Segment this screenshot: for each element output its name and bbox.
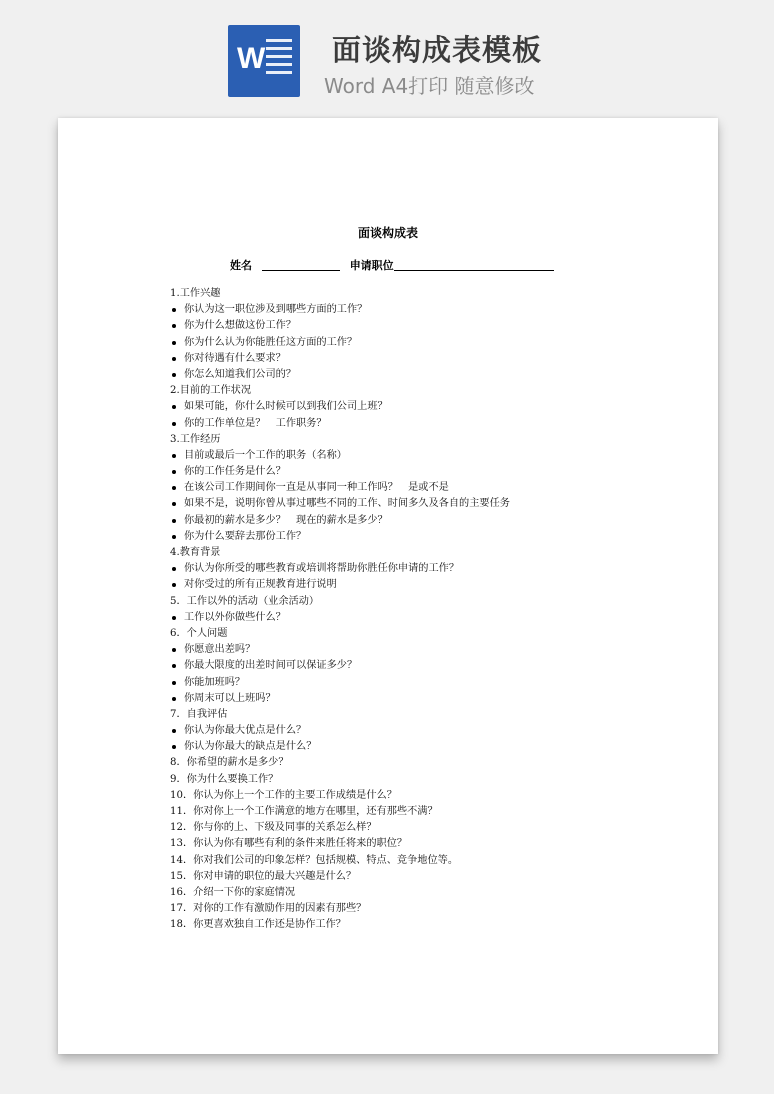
section-heading: 12．你与你的上、下级及同事的关系怎么样？ <box>170 822 377 834</box>
question-item: 如果不是，说明你曾从事过哪些不同的工作、时间多久及各自的主要任务 <box>170 496 670 512</box>
question-list <box>170 286 670 934</box>
question-item: 你最初的薪水是多少？ 现在的薪水是多少？ <box>170 513 670 529</box>
template-subtitle: Word A4打印 随意修改 <box>324 74 535 98</box>
applicant-info-row <box>230 257 554 273</box>
section-heading: 10．你认为你上一个工作的主要工作成绩是什么？ <box>170 789 397 801</box>
question-item: 你认为你所受的哪些教育或培训将帮助你胜任你申请的工作？ <box>170 561 670 577</box>
question-item: 你为什么认为你能胜任这方面的工作？ <box>170 335 670 351</box>
section-heading: 17．对你的工作有激励作用的因素有那些？ <box>170 903 367 915</box>
question-item: 你认为你最大优点是什么？ <box>170 723 670 739</box>
question-item: 你怎么知道我们公司的？ <box>170 367 670 383</box>
name-blank[interactable] <box>262 259 340 271</box>
section-heading: 11．你对你上一个工作满意的地方在哪里，还有那些不满？ <box>170 806 438 817</box>
question-item: 工作以外你做些什么？ <box>170 610 670 626</box>
section-heading: 15．你对申请的职位的最大兴趣是什么？ <box>170 870 357 882</box>
question-item: 如果可能，你什么时候可以到我们公司上班？ <box>170 399 670 415</box>
section-heading: 8．你希望的薪水是多少？ <box>170 757 289 769</box>
section-heading: 14．你对我们公司的印象怎样？包括规模、特点、竞争地位等。 <box>170 854 459 866</box>
section-heading: 7．自我评估 <box>170 708 228 720</box>
question-item: 你认为你最大的缺点是什么？ <box>170 739 670 755</box>
question-item: 你对待遇有什么要求？ <box>170 351 670 367</box>
position-label: 申请职位 <box>349 259 394 272</box>
document-page <box>58 118 718 1054</box>
section-heading: 18．你更喜欢独自工作还是协作工作？ <box>170 919 346 931</box>
position-blank[interactable] <box>394 259 554 271</box>
section-heading: 3.工作经历 <box>170 433 221 445</box>
section-heading: 2.目前的工作状况 <box>170 385 252 397</box>
section-heading: 4.教育背景 <box>170 547 221 558</box>
section-heading: 5．工作以外的活动（业余活动） <box>170 595 320 607</box>
question-item: 对你受过的所有正规教育进行说明 <box>170 577 670 593</box>
document-title: 面谈构成表 <box>357 226 418 240</box>
section-heading: 1.工作兴趣 <box>170 288 221 299</box>
word-icon-letter: W <box>237 42 266 75</box>
word-icon-lines <box>266 39 292 79</box>
question-item: 在该公司工作期间你一直是从事同一种工作吗？ 是或不是 <box>170 480 670 496</box>
section-heading: 16．介绍一下你的家庭情况 <box>170 886 296 898</box>
question-item: 你周末可以上班吗？ <box>170 691 670 707</box>
question-item: 你愿意出差吗？ <box>170 642 670 658</box>
word-icon <box>228 25 300 97</box>
header <box>0 0 774 110</box>
question-item: 你为什么要辞去那份工作？ <box>170 529 670 545</box>
name-label: 姓名 <box>230 259 252 272</box>
question-item: 你最大限度的出差时间可以保证多少？ <box>170 658 670 674</box>
question-item: 你能加班吗？ <box>170 675 670 691</box>
question-item: 你的工作任务是什么？ <box>170 464 670 480</box>
question-item: 你认为这一职位涉及到哪些方面的工作？ <box>170 302 670 318</box>
section-heading: 6．个人问题 <box>170 627 228 639</box>
question-item: 你的工作单位是？ 工作职务？ <box>170 416 670 432</box>
section-heading: 9．你为什么要换工作？ <box>170 773 279 785</box>
question-item: 目前或最后一个工作的职务（名称） <box>170 448 670 464</box>
question-item: 你为什么想做这份工作？ <box>170 318 670 334</box>
template-title: 面谈构成表模板 <box>332 33 543 67</box>
section-heading: 13．你认为你有哪些有利的条件来胜任将来的职位？ <box>170 838 408 850</box>
